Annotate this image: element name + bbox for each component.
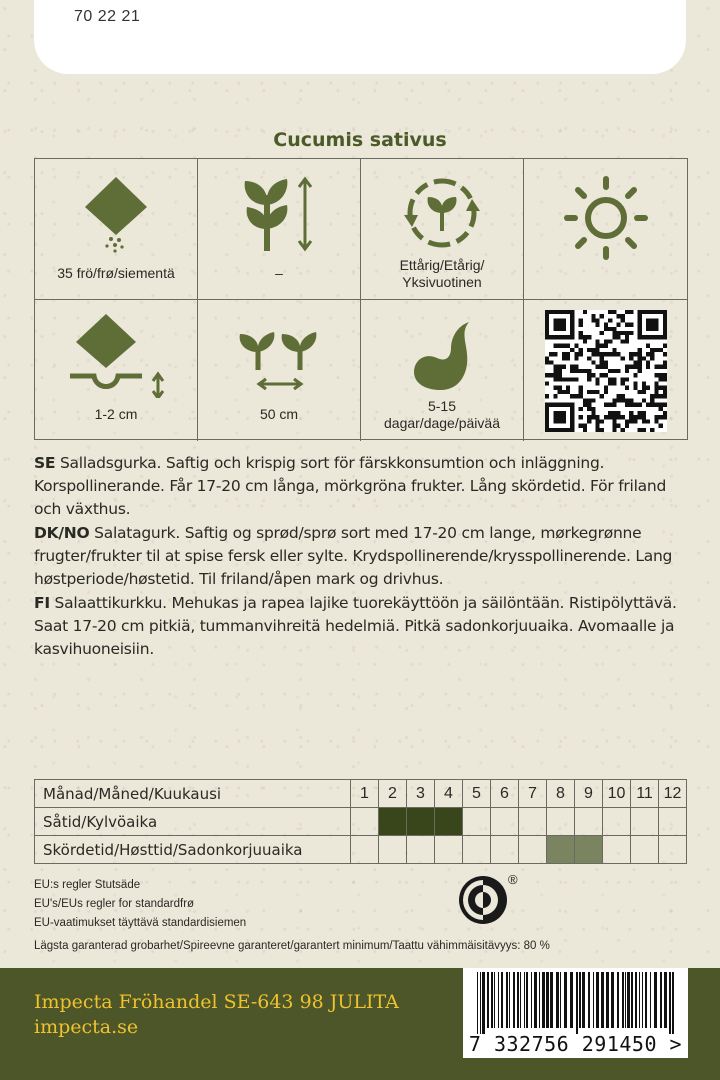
calendar-cell-month-11 [631, 836, 659, 864]
green-dot-recycle-icon [458, 875, 508, 925]
barcode [463, 968, 688, 1058]
calendar-cell-month-1 [351, 836, 379, 864]
month-7: 7 [519, 780, 547, 808]
calendar-cell-month-12 [659, 836, 687, 864]
calendar-cell-month-2 [379, 836, 407, 864]
seed-count-cell [35, 159, 198, 300]
life-cycle-caption-text: Ettårig/Etårig/ Yksivuotinen [399, 257, 485, 290]
calendar-cell-month-4 [435, 836, 463, 864]
calendar-cell-month-10 [603, 808, 631, 836]
month-10: 10 [603, 780, 631, 808]
calendar-cell-month-6 [491, 836, 519, 864]
seed-packet-icon [81, 173, 151, 253]
cultivation-icon-grid [34, 158, 688, 440]
calendar-cell-month-3 [407, 836, 435, 864]
month-3: 3 [407, 780, 435, 808]
growing-calendar [34, 779, 687, 864]
calendar-cell-month-12 [659, 808, 687, 836]
sun-exposure-cell [524, 159, 687, 300]
life-cycle-caption [361, 257, 523, 291]
latin-name: Cucumis sativus [273, 129, 447, 151]
germination-guarantee: Lägsta garanterad grobarhet/Spireevne garanteret/garantert minimum/Taattu vähimmäisitävyys: 80 % [34, 940, 550, 952]
month-9: 9 [575, 780, 603, 808]
eu-line-dk-no: EU's/EUs regler for standardfrø [34, 898, 195, 910]
harvest-row-label: Skördetid/Høsttid/Sadonkorjuuaika [35, 836, 351, 864]
calendar-cell-month-9 [575, 836, 603, 864]
lang-code-fi: FI [34, 594, 50, 612]
calendar-cell-month-4 [435, 808, 463, 836]
calendar-cell-month-7 [519, 836, 547, 864]
calendar-cell-month-9 [575, 808, 603, 836]
sowing-depth-caption: 1-2 cm [94, 406, 138, 422]
lang-code-se: SE [34, 454, 56, 472]
company-address: Impecta Fröhandel SE-643 98 JULITA [34, 991, 399, 1013]
germination-cell [361, 300, 524, 441]
plant-spacing-caption: 50 cm [259, 406, 299, 422]
description-fi [34, 592, 690, 661]
registered-mark: ® [508, 872, 518, 887]
calendar-cell-month-6 [491, 808, 519, 836]
plant-spacing-icon [234, 328, 324, 398]
month-11: 11 [631, 780, 659, 808]
calendar-cell-month-3 [407, 808, 435, 836]
life-cycle-cell [361, 159, 524, 300]
month-4: 4 [435, 780, 463, 808]
calendar-cell-month-2 [379, 808, 407, 836]
plant-height-caption: – [275, 265, 283, 281]
annual-cycle-icon [402, 173, 482, 253]
calendar-header-row [35, 780, 687, 808]
sowing-row-label: Såtid/Kylvöaika [35, 808, 351, 836]
calendar-cell-month-7 [519, 808, 547, 836]
germination-icon [407, 316, 477, 392]
qr-code-cell [524, 300, 687, 441]
qr-code-icon[interactable] [545, 310, 667, 432]
description-se [34, 452, 690, 521]
article-number: 70 22 21 [74, 8, 141, 25]
harvest-row [35, 836, 687, 864]
company-info [34, 990, 399, 1040]
month-8: 8 [547, 780, 575, 808]
month-12: 12 [659, 780, 687, 808]
eu-line-fi: EU-vaatimukset täyttävä standardisiemen [34, 917, 247, 929]
description-text-fi: Salaattikurkku. Mehukas ja rapea lajike tuorekäyttöön ja säilöntään. Ristipölyttävä. Saat 17-20 cm pitkiä, tummanvihreitä hedelmiä. Pitkä sadonkorjuuaika. Avomaalle ja kasvihuoneisiin. [34, 594, 677, 658]
description-dk-no [34, 522, 690, 591]
calendar-cell-month-5 [463, 836, 491, 864]
description-text-se: Salladsgurka. Saftig och krispig sort för färskkonsumtion och inläggning. Korspollinerande. Får 17-20 cm långa, mörkgröna frukter. Lång skördetid. För friland och växthus. [34, 454, 667, 518]
plant-spacing-cell [198, 300, 361, 441]
month-2: 2 [379, 780, 407, 808]
sowing-row [35, 808, 687, 836]
article-label [34, 0, 686, 74]
germination-caption [361, 398, 523, 432]
eu-line-se: EU:s regler Stutsäde [34, 879, 141, 891]
month-6: 6 [491, 780, 519, 808]
lang-code-dk-no: DK/NO [34, 524, 90, 542]
barcode-digits: 7 332756 291450 > [468, 1032, 683, 1056]
calendar-cell-month-8 [547, 836, 575, 864]
calendar-cell-month-1 [351, 808, 379, 836]
calendar-cell-month-10 [603, 836, 631, 864]
calendar-header-label: Månad/Måned/Kuukausi [35, 780, 351, 808]
month-5: 5 [463, 780, 491, 808]
sowing-depth-cell [35, 300, 198, 441]
germination-caption-text: 5-15 dagar/dage/päivää [384, 398, 500, 431]
seed-count-caption: 35 frö/frø/siementä [57, 265, 175, 281]
plant-height-cell [198, 159, 361, 300]
sowing-depth-icon [66, 312, 166, 398]
plant-height-icon [239, 175, 319, 255]
calendar-cell-month-11 [631, 808, 659, 836]
calendar-cell-month-8 [547, 808, 575, 836]
description-text-dk-no: Salatagurk. Saftig og sprød/sprø sort med 17-20 cm lange, mørkegrønne frugter/frukter til at spise fersk eller sylte. Krydspollinerende/krysspollinerende. Lang høstperiode/høstetid. Til friland/åpen mark og drivhus. [34, 524, 673, 588]
sun-icon [561, 173, 651, 263]
calendar-cell-month-5 [463, 808, 491, 836]
barcode-bars [463, 968, 688, 1034]
eu-standard-notice [34, 876, 246, 933]
company-website[interactable]: impecta.se [34, 1016, 139, 1038]
month-1: 1 [351, 780, 379, 808]
description-block [34, 452, 690, 662]
